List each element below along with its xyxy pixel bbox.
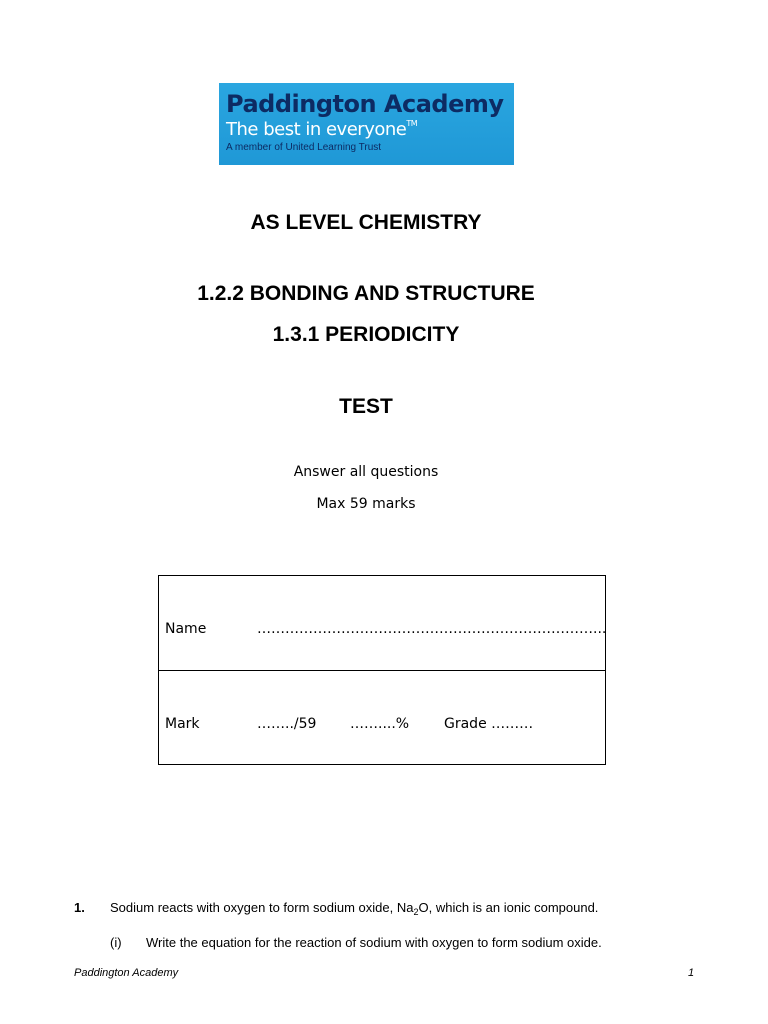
logo-school-name: Paddington Academy — [226, 90, 504, 118]
instruction-max-marks: Max 59 marks — [316, 496, 416, 512]
student-info-box — [158, 575, 606, 765]
topic-periodicity: 1.3.1 PERIODICITY — [272, 323, 460, 346]
topic-bonding: 1.2.2 BONDING AND STRUCTURE — [197, 282, 535, 305]
test-label: TEST — [339, 395, 393, 418]
school-logo — [219, 83, 514, 165]
mark-value[interactable]: ……../59 — [257, 716, 317, 732]
question-1-subscript: 2 — [413, 907, 419, 917]
name-row — [159, 576, 605, 671]
question-1-number: 1. — [74, 900, 85, 915]
mark-row — [159, 671, 605, 766]
instruction-answer-all: Answer all questions — [293, 464, 439, 480]
logo-member-text: A member of United Learning Trust — [226, 142, 382, 153]
question-1-text-before: Sodium reacts with oxygen to form sodium oxide, Na — [110, 900, 414, 915]
question-1-text — [110, 900, 598, 915]
grade-field[interactable]: Grade ……… — [444, 716, 534, 732]
footer-page-number: 1 — [688, 967, 695, 979]
question-1-text-after: O, which is an ionic compound. — [418, 900, 599, 915]
document-title: AS LEVEL CHEMISTRY — [250, 211, 482, 234]
logo-tagline-text: The best in everyone — [226, 119, 407, 140]
logo-trademark: TM — [406, 119, 418, 128]
mark-label: Mark — [165, 716, 200, 732]
question-1-part-i-text: Write the equation for the reaction of sodium with oxygen to form sodium oxide. — [146, 935, 602, 950]
logo-tagline — [226, 119, 514, 141]
footer-school-name: Paddington Academy — [74, 967, 179, 979]
name-label: Name — [165, 621, 207, 637]
percent-value[interactable]: ……....% — [350, 716, 410, 732]
name-dotted-line[interactable]: ………………………………………………………………... — [257, 621, 607, 637]
question-1-part-i-label: (i) — [110, 935, 122, 950]
